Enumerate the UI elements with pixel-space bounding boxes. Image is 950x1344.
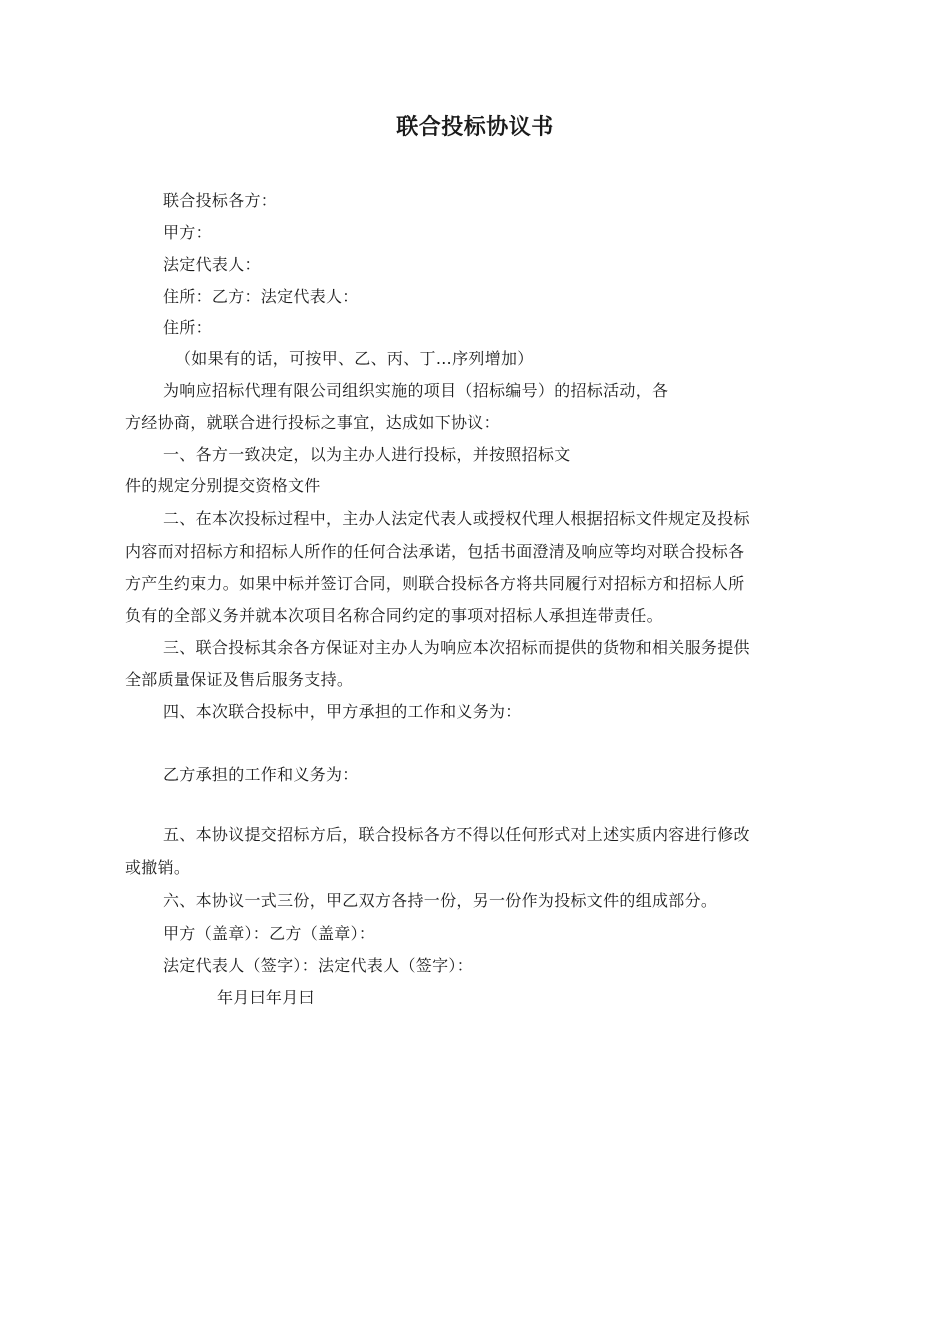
address-label: 住所： [163,318,212,337]
preamble-line-1: 为响应招标代理有限公司组织实施的项目（招标编号）的招标活动，各 [163,381,669,400]
clause-5-line-2: 或撤销。 [125,858,191,877]
clause-3-line-2: 全部质量保证及售后服务支持。 [125,670,354,689]
address-party-b-line: 住所：乙方：法定代表人： [163,287,359,306]
sequence-note: （如果有的话，可按甲、乙、丙、丁…序列增加） [175,349,534,368]
seal-line: 甲方（盖章）：乙方（盖章）： [163,924,376,943]
clause-5-line-1: 五、本协议提交招标方后，联合投标各方不得以任何形式对上述实质内容进行修改 [163,825,750,844]
clause-4-party-a: 四、本次联合投标中，甲方承担的工作和义务为： [163,702,522,721]
clause-6: 六、本协议一式三份，甲乙双方各持一份，另一份作为投标文件的组成部分。 [163,891,718,910]
signature-line: 法定代表人（签字）：法定代表人（签字）： [163,956,474,975]
parties-heading: 联合投标各方： [163,191,278,210]
document-title: 联合投标协议书 [396,115,554,140]
preamble-line-2: 方经协商，就联合进行投标之事宜，达成如下协议： [125,413,500,432]
clause-1-line-2: 件的规定分别提交资格文件 [125,476,321,495]
clause-4-party-b: 乙方承担的工作和义务为： [163,765,359,784]
clause-3-line-1: 三、联合投标其余各方保证对主办人为响应本次招标而提供的货物和相关服务提供 [163,638,750,657]
clause-2-line-3: 方产生约束力。如果中标并签订合同，则联合投标各方将共同履行对招标方和招标人所 [125,574,745,593]
clause-2-line-4: 负有的全部义务并就本次项目名称合同约定的事项对招标人承担连带责任。 [125,606,663,625]
date-line: 年月曰年月曰 [217,988,315,1007]
clause-2-line-2: 内容而对招标方和招标人所作的任何合法承诺，包括书面澄清及响应等均对联合投标各 [125,542,745,561]
clause-2-line-1: 二、在本次投标过程中，主办人法定代表人或授权代理人根据招标文件规定及投标 [163,509,750,528]
clause-1-line-1: 一、各方一致决定，以为主办人进行投标，并按照招标文 [163,445,571,464]
legal-rep-label: 法定代表人： [163,255,261,274]
party-a-label: 甲方： [163,223,212,242]
